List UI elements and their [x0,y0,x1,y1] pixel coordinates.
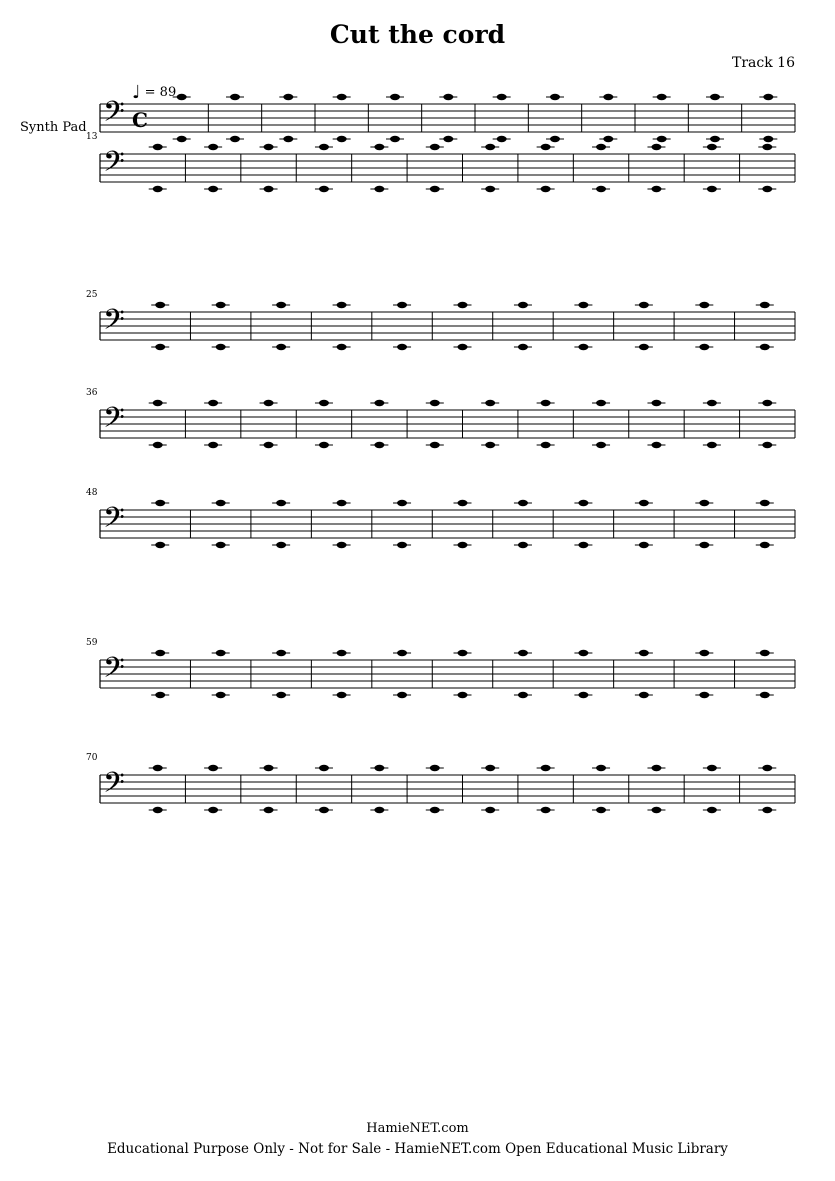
note-head [603,136,613,142]
note-head [578,302,588,308]
note-head [657,94,667,100]
measure-number: 59 [86,638,98,648]
note-head [762,400,772,406]
measure-number: 70 [86,753,98,763]
note-head [216,542,226,548]
note-head [264,186,274,192]
note-head [541,442,551,448]
note-head [153,765,163,771]
note-head [485,765,495,771]
note-head [762,442,772,448]
bass-clef-icon: 𝄢 [103,303,125,344]
note-head [578,692,588,698]
note-head [458,302,468,308]
note-head [155,542,165,548]
note-head [699,302,709,308]
note-head [541,144,551,150]
note-head [485,144,495,150]
footer-notice: Educational Purpose Only - Not for Sale - HamieNET.com Open Educational Music Library [107,1141,728,1157]
note-head [707,442,717,448]
note-head [208,442,218,448]
note-head [651,442,661,448]
measure-number: 13 [86,132,98,142]
note-head [458,542,468,548]
note-head [603,94,613,100]
note-head [337,94,347,100]
note-head [707,186,717,192]
note-head [550,136,560,142]
note-head [485,186,495,192]
note-head [443,136,453,142]
note-head [276,542,286,548]
note-head [651,144,661,150]
note-head [153,186,163,192]
note-head [699,542,709,548]
instrument-name: Synth Pad [20,120,87,135]
note-head [541,807,551,813]
note-head [374,144,384,150]
note-head [707,144,717,150]
note-head [276,650,286,656]
note-head [762,807,772,813]
note-head [710,94,720,100]
note-head [216,302,226,308]
note-head [155,692,165,698]
note-head [596,400,606,406]
note-head [208,186,218,192]
bass-clef-icon: 𝄢 [103,145,125,186]
measure-number: 36 [86,388,98,398]
note-head [283,94,293,100]
note-head [264,144,274,150]
note-head [216,692,226,698]
note-head [374,442,384,448]
note-head [319,765,329,771]
note-head [430,400,440,406]
note-head [319,144,329,150]
note-head [216,650,226,656]
note-head [458,344,468,350]
note-head [518,344,528,350]
note-head [518,500,528,506]
note-head [707,765,717,771]
note-head [374,400,384,406]
tempo-value: 89 [159,85,177,100]
note-head [707,807,717,813]
note-head [153,807,163,813]
note-head [497,136,507,142]
note-head [541,186,551,192]
note-head [699,344,709,350]
note-head [264,442,274,448]
note-head [762,144,772,150]
note-head [541,765,551,771]
note-head [485,807,495,813]
note-head [497,94,507,100]
note-head [264,807,274,813]
note-head [760,650,770,656]
note-head [337,302,347,308]
note-head [397,344,407,350]
note-head [397,650,407,656]
note-head [657,136,667,142]
note-head [337,650,347,656]
measure-number: 48 [86,488,98,498]
note-head [276,302,286,308]
note-head [760,692,770,698]
note-head [430,144,440,150]
note-head [397,692,407,698]
note-head [458,500,468,506]
note-head [518,692,528,698]
note-head [208,144,218,150]
note-head [596,765,606,771]
note-head [177,94,187,100]
note-head [458,650,468,656]
note-head [276,500,286,506]
note-head [699,650,709,656]
note-head [155,302,165,308]
note-head [155,344,165,350]
note-head [518,302,528,308]
note-head [699,500,709,506]
note-head [264,400,274,406]
footer-site: HamieNET.com [366,1121,469,1136]
measure-number: 25 [86,290,98,300]
note-head [374,807,384,813]
note-head [208,400,218,406]
note-head [230,136,240,142]
note-head [639,302,649,308]
note-head [319,442,329,448]
note-head [430,765,440,771]
note-head [518,650,528,656]
note-head [639,692,649,698]
time-signature: C [132,108,148,132]
note-head [337,692,347,698]
note-head [155,650,165,656]
note-head [639,500,649,506]
note-head [155,500,165,506]
note-head [541,400,551,406]
note-head [707,400,717,406]
note-head [651,807,661,813]
note-head [230,94,240,100]
note-head [651,765,661,771]
note-head [374,186,384,192]
note-head [639,344,649,350]
note-head [430,186,440,192]
note-head [651,186,661,192]
note-head [319,186,329,192]
note-head [430,807,440,813]
note-head [397,500,407,506]
note-head [485,400,495,406]
note-head [639,650,649,656]
bass-clef-icon: 𝄢 [103,766,125,807]
note-head [762,186,772,192]
note-head [651,400,661,406]
note-head [550,94,560,100]
note-head [760,542,770,548]
note-head [337,542,347,548]
note-head [443,94,453,100]
note-head [397,302,407,308]
note-head [760,500,770,506]
note-head [374,765,384,771]
note-head [153,144,163,150]
note-head [283,136,293,142]
note-head [319,807,329,813]
note-head [485,442,495,448]
note-head [518,542,528,548]
note-head [578,344,588,350]
note-head [390,136,400,142]
note-head [153,400,163,406]
note-head [337,344,347,350]
note-head [699,692,709,698]
note-head [430,442,440,448]
note-head [578,542,588,548]
note-head [208,807,218,813]
note-head [276,344,286,350]
note-head [763,94,773,100]
note-head [596,442,606,448]
note-head [760,302,770,308]
note-head [578,650,588,656]
note-head [762,765,772,771]
note-head [319,400,329,406]
bass-clef-icon: 𝄢 [103,95,125,136]
note-head [596,144,606,150]
bass-clef-icon: 𝄢 [103,401,125,442]
bass-clef-icon: 𝄢 [103,651,125,692]
quarter-note-icon: ♩ [132,82,141,103]
note-head [596,807,606,813]
note-head [710,136,720,142]
note-head [639,542,649,548]
note-head [276,692,286,698]
page-title: Cut the cord [329,20,506,49]
note-head [153,442,163,448]
note-head [578,500,588,506]
bass-clef-icon: 𝄢 [103,501,125,542]
note-head [264,765,274,771]
note-head [596,186,606,192]
tempo-equals: = [144,85,160,100]
note-head [763,136,773,142]
note-head [208,765,218,771]
note-head [216,344,226,350]
note-head [337,136,347,142]
note-head [458,692,468,698]
note-head [397,542,407,548]
note-head [177,136,187,142]
note-head [390,94,400,100]
note-head [337,500,347,506]
track-label: Track 16 [732,55,795,71]
note-head [760,344,770,350]
note-head [216,500,226,506]
